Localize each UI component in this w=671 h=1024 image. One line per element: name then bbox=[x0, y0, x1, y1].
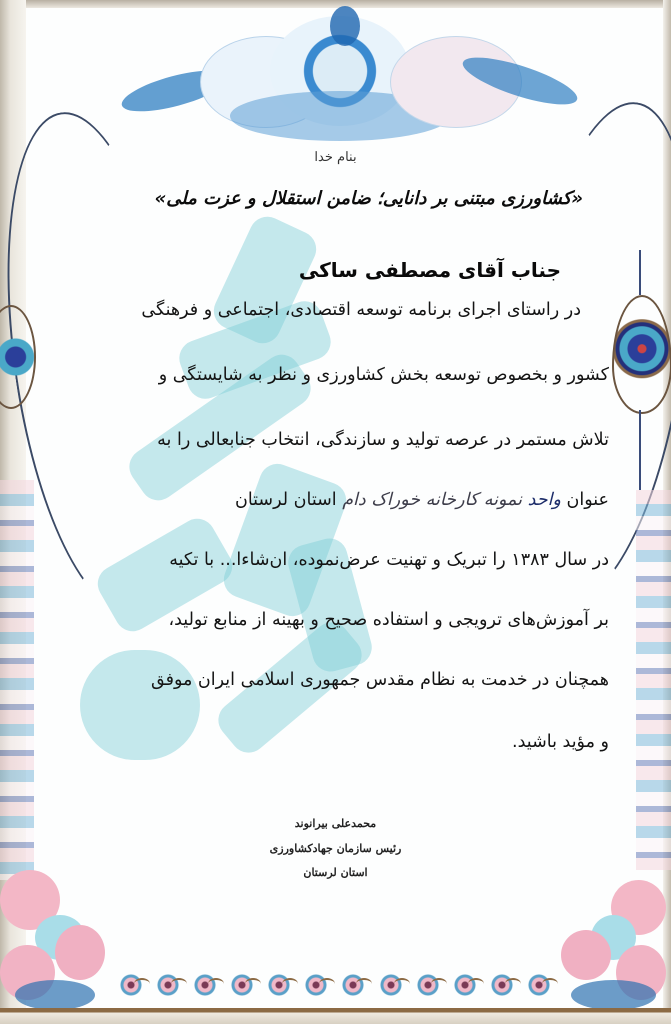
recipient-name: جناب آقای مصطفی ساکی bbox=[298, 258, 561, 282]
body-line-7: همچنان در خدمت به نظام مقدس جمهوری اسلامی ایران موفق bbox=[151, 670, 609, 690]
top-floral-decoration bbox=[80, 6, 600, 156]
award-suffix: استان لرستان bbox=[234, 490, 337, 510]
award-prefix: عنوان bbox=[566, 490, 609, 510]
bottom-ornamental-border bbox=[120, 965, 550, 1005]
award-title-part2: نمونه کارخانه خوراک دام bbox=[342, 490, 523, 510]
award-title-part1: واحد bbox=[527, 490, 561, 510]
body-line-4-award bbox=[235, 490, 609, 510]
body-line-2: کشور و بخصوص توسعه بخش کشاورزی و نظر به شایستگی و bbox=[158, 365, 609, 385]
body-line-1: در راستای اجرای برنامه توسعه اقتصادی، اجتماعی و فرهنگی bbox=[141, 300, 581, 320]
bottom-brown-band bbox=[0, 1008, 671, 1024]
body-line-3: تلاش مستمر در عرصه تولید و سازندگی، انتخاب جنابعالی را به bbox=[157, 430, 609, 450]
invocation-text: بنام خدا bbox=[314, 150, 357, 165]
signatory-name: محمدعلی بیرانوند bbox=[294, 817, 377, 830]
body-line-6: بر آموزش‌های ترویجی و استفاده صحیح و بهینه از منابع تولید، bbox=[168, 610, 609, 630]
right-floral-strip bbox=[636, 490, 671, 870]
bottom-right-roses bbox=[561, 860, 671, 1010]
slogan-text: «کشاورزی مبتنی بر دانایی؛ ضامن استقلال و عزت ملی» bbox=[154, 188, 583, 209]
right-arabesque-ornament bbox=[612, 295, 671, 414]
body-line-8: و مؤید باشید. bbox=[512, 732, 609, 752]
signatory-province: استان لرستان bbox=[303, 866, 368, 879]
body-line-5: در سال ۱۳۸۳ را تبریک و تهنیت عرض‌نموده، ان‌شاءا... با تکیه bbox=[169, 550, 609, 570]
signatory-position: رئیس سازمان جهادکشاورزی bbox=[269, 842, 402, 855]
bottom-left-roses bbox=[0, 860, 110, 1010]
